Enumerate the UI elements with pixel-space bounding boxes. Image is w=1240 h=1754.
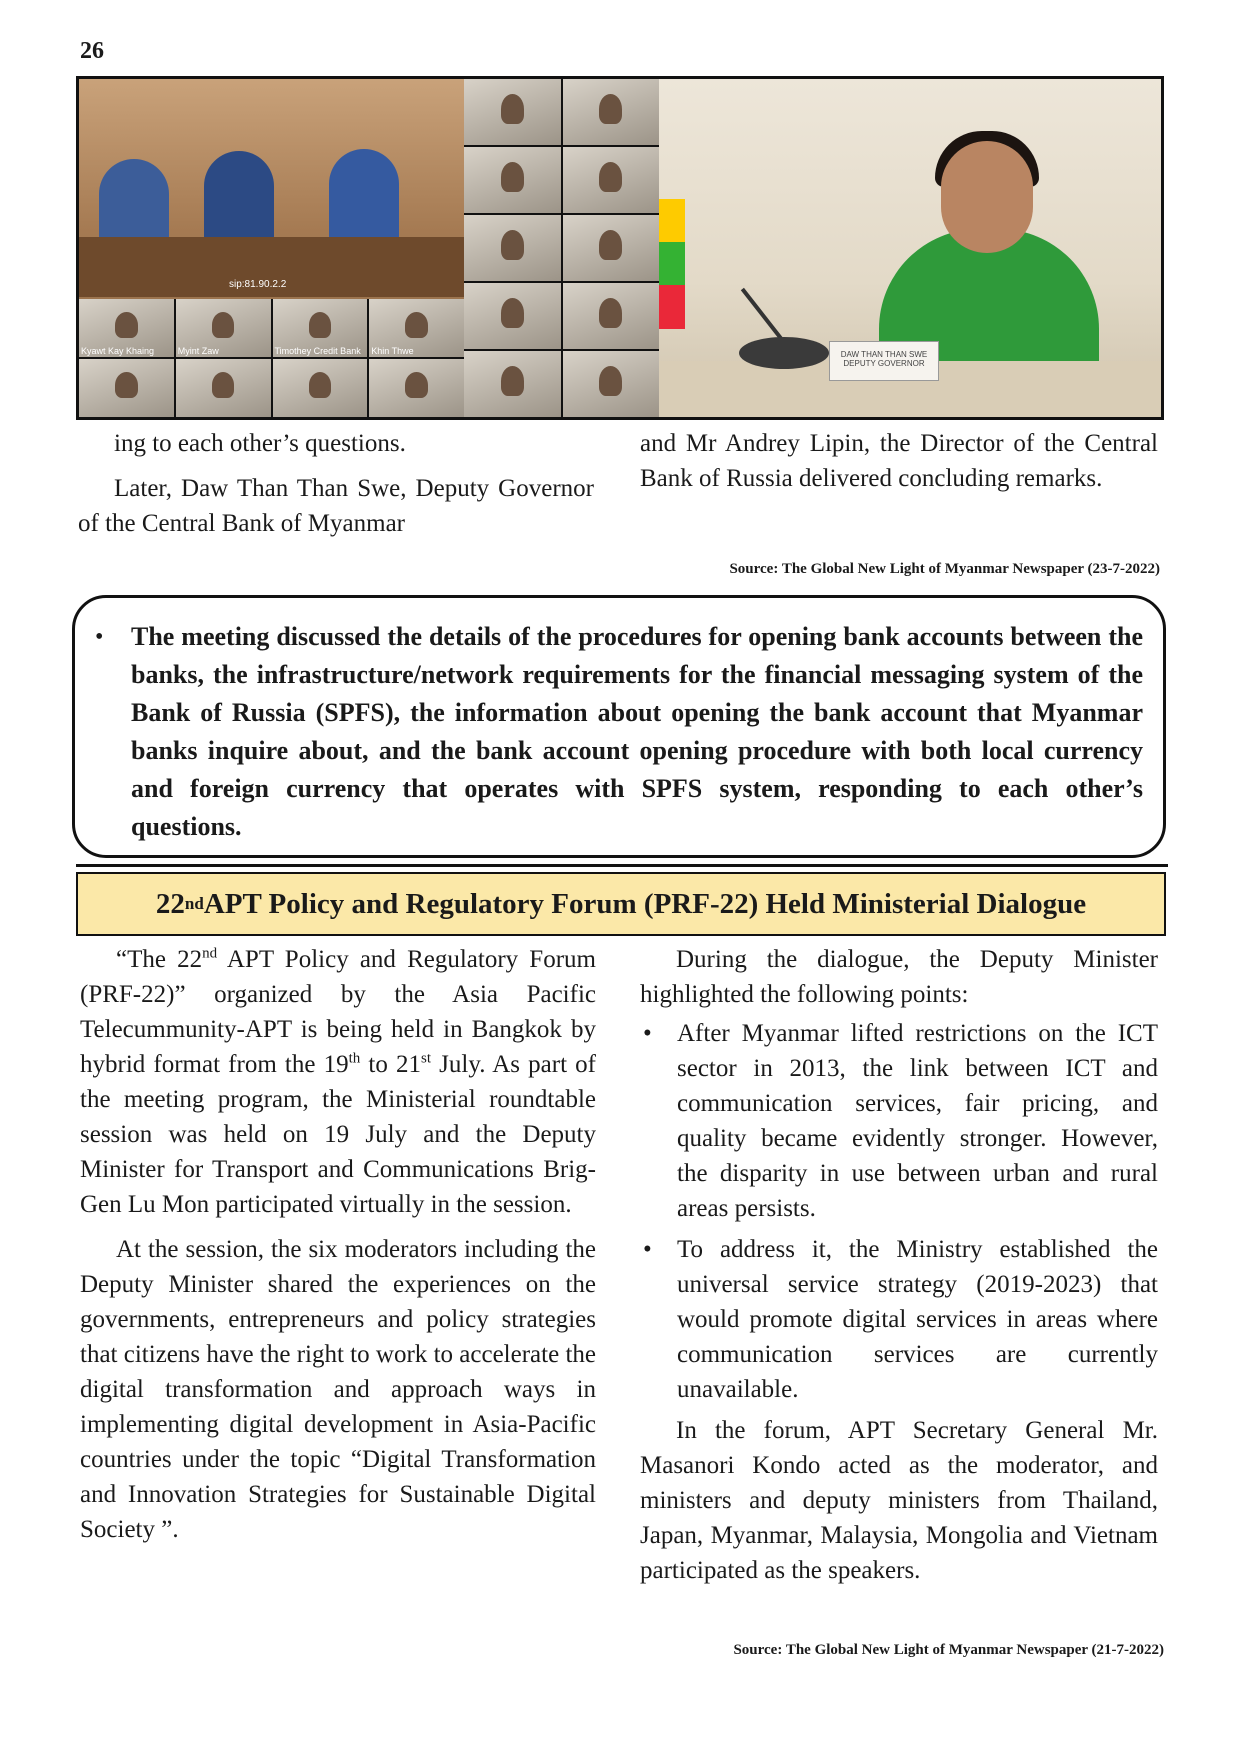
tile-name: Khin Thwe — [371, 346, 414, 356]
article1-source: Source: The Global New Light of Myanmar Newspaper (23-7-2022) — [729, 561, 1160, 577]
myanmar-flag — [659, 199, 685, 329]
article2-paragraph: In the forum, APT Secretary General Mr. Masanori Kondo acted as the moderator, and ministers and deputy ministers from Thailand, Japan, Myanmar, Malaysia, Mongolia and Vietnam participated as the speakers. — [640, 1417, 1158, 1584]
tile-name: Kyawt Kay Khaing — [81, 346, 155, 356]
room-label: sip:81.90.2.2 — [229, 279, 287, 290]
divider — [76, 864, 1168, 867]
bullet-list — [640, 1016, 1158, 1407]
article2-paragraph: “The 22nd APT Policy and Regulatory Forum (PRF-22)” organized by the Asia Pacific Telecummunity-APT is being held in Bangkok by hybrid format from the 19th to 21st July. As part of the meeting program, the Ministerial roundtable session was held on 19 July and the Deputy Minister for Transport and Communications Brig-Gen Lu Mon participated virtually in the session. — [80, 945, 596, 1218]
deputy-governor-photo — [659, 79, 1161, 417]
highlight-text: The meeting discussed the details of the procedures for opening bank accounts between the banks, the infrastructure/network requirements for the financial messaging system of the Bank of Russia (SPFS), the information about opening the bank account that Myanmar banks inquire about, and the bank account opening procedure with both local currency and foreign currency that operates with SPFS system, responding to each other’s questions. — [131, 622, 1143, 841]
bullet-icon: • — [95, 624, 104, 650]
video-grid — [464, 79, 659, 417]
list-item: • To address it, the Ministry established the universal service strategy (2019-2023) that would promote digital services in areas where communication services are currently unavailable. — [640, 1232, 1158, 1407]
list-item: • After Myanmar lifted restrictions on the ICT sector in 2013, the link between ICT and communication services, fair pricing, and quality became evidently stronger. However, the disparity in use between urban and rural areas persists. — [640, 1016, 1158, 1226]
conference-room-photo — [79, 79, 464, 417]
article2-source: Source: The Global New Light of Myanmar Newspaper (21-7-2022) — [733, 1642, 1164, 1658]
video-tiles-bottom — [79, 299, 464, 417]
highlight-box — [72, 595, 1166, 858]
tile-name: Myint Zaw — [177, 346, 219, 356]
article2-heading: 22 nd APT Policy and Regulatory Forum (PRF-22) Held Ministerial Dialogue — [76, 872, 1166, 936]
article1-paragraph: and Mr Andrey Lipin, the Director of the Central Bank of Russia delivered concluding remarks. — [640, 430, 1158, 492]
article1-left-column — [78, 426, 594, 541]
meeting-photo — [76, 76, 1164, 420]
article2-right-column — [640, 942, 1158, 1588]
article1-paragraph: ing to each other’s questions. — [114, 430, 406, 457]
page-number: 26 — [80, 38, 104, 64]
article2-paragraph: During the dialogue, the Deputy Minister highlighted the following points: — [640, 946, 1158, 1008]
bullet-icon: • — [643, 1020, 652, 1047]
bullet-icon: • — [643, 1236, 652, 1263]
article2-left-column — [80, 942, 596, 1547]
article1-right-column — [640, 426, 1158, 496]
article1-paragraph: Later, Daw Than Than Swe, Deputy Governor of the Central Bank of Myanmar — [78, 475, 594, 537]
article2-paragraph: At the session, the six moderators including the Deputy Minister shared the experiences on the governments, entrepreneurs and policy strategies that citizens have the right to work to accelerate the digital transformation and approach ways in implementing digital development in Asia-Pacific countries under the topic “Digital Transformation and Innovation Strategies for Sustainable Digital Society ”. — [80, 1236, 596, 1543]
tile-name: Timothey Credit Bank — [274, 346, 361, 356]
nameplate: DAW THAN THAN SWE DEPUTY GOVERNOR — [829, 341, 939, 381]
